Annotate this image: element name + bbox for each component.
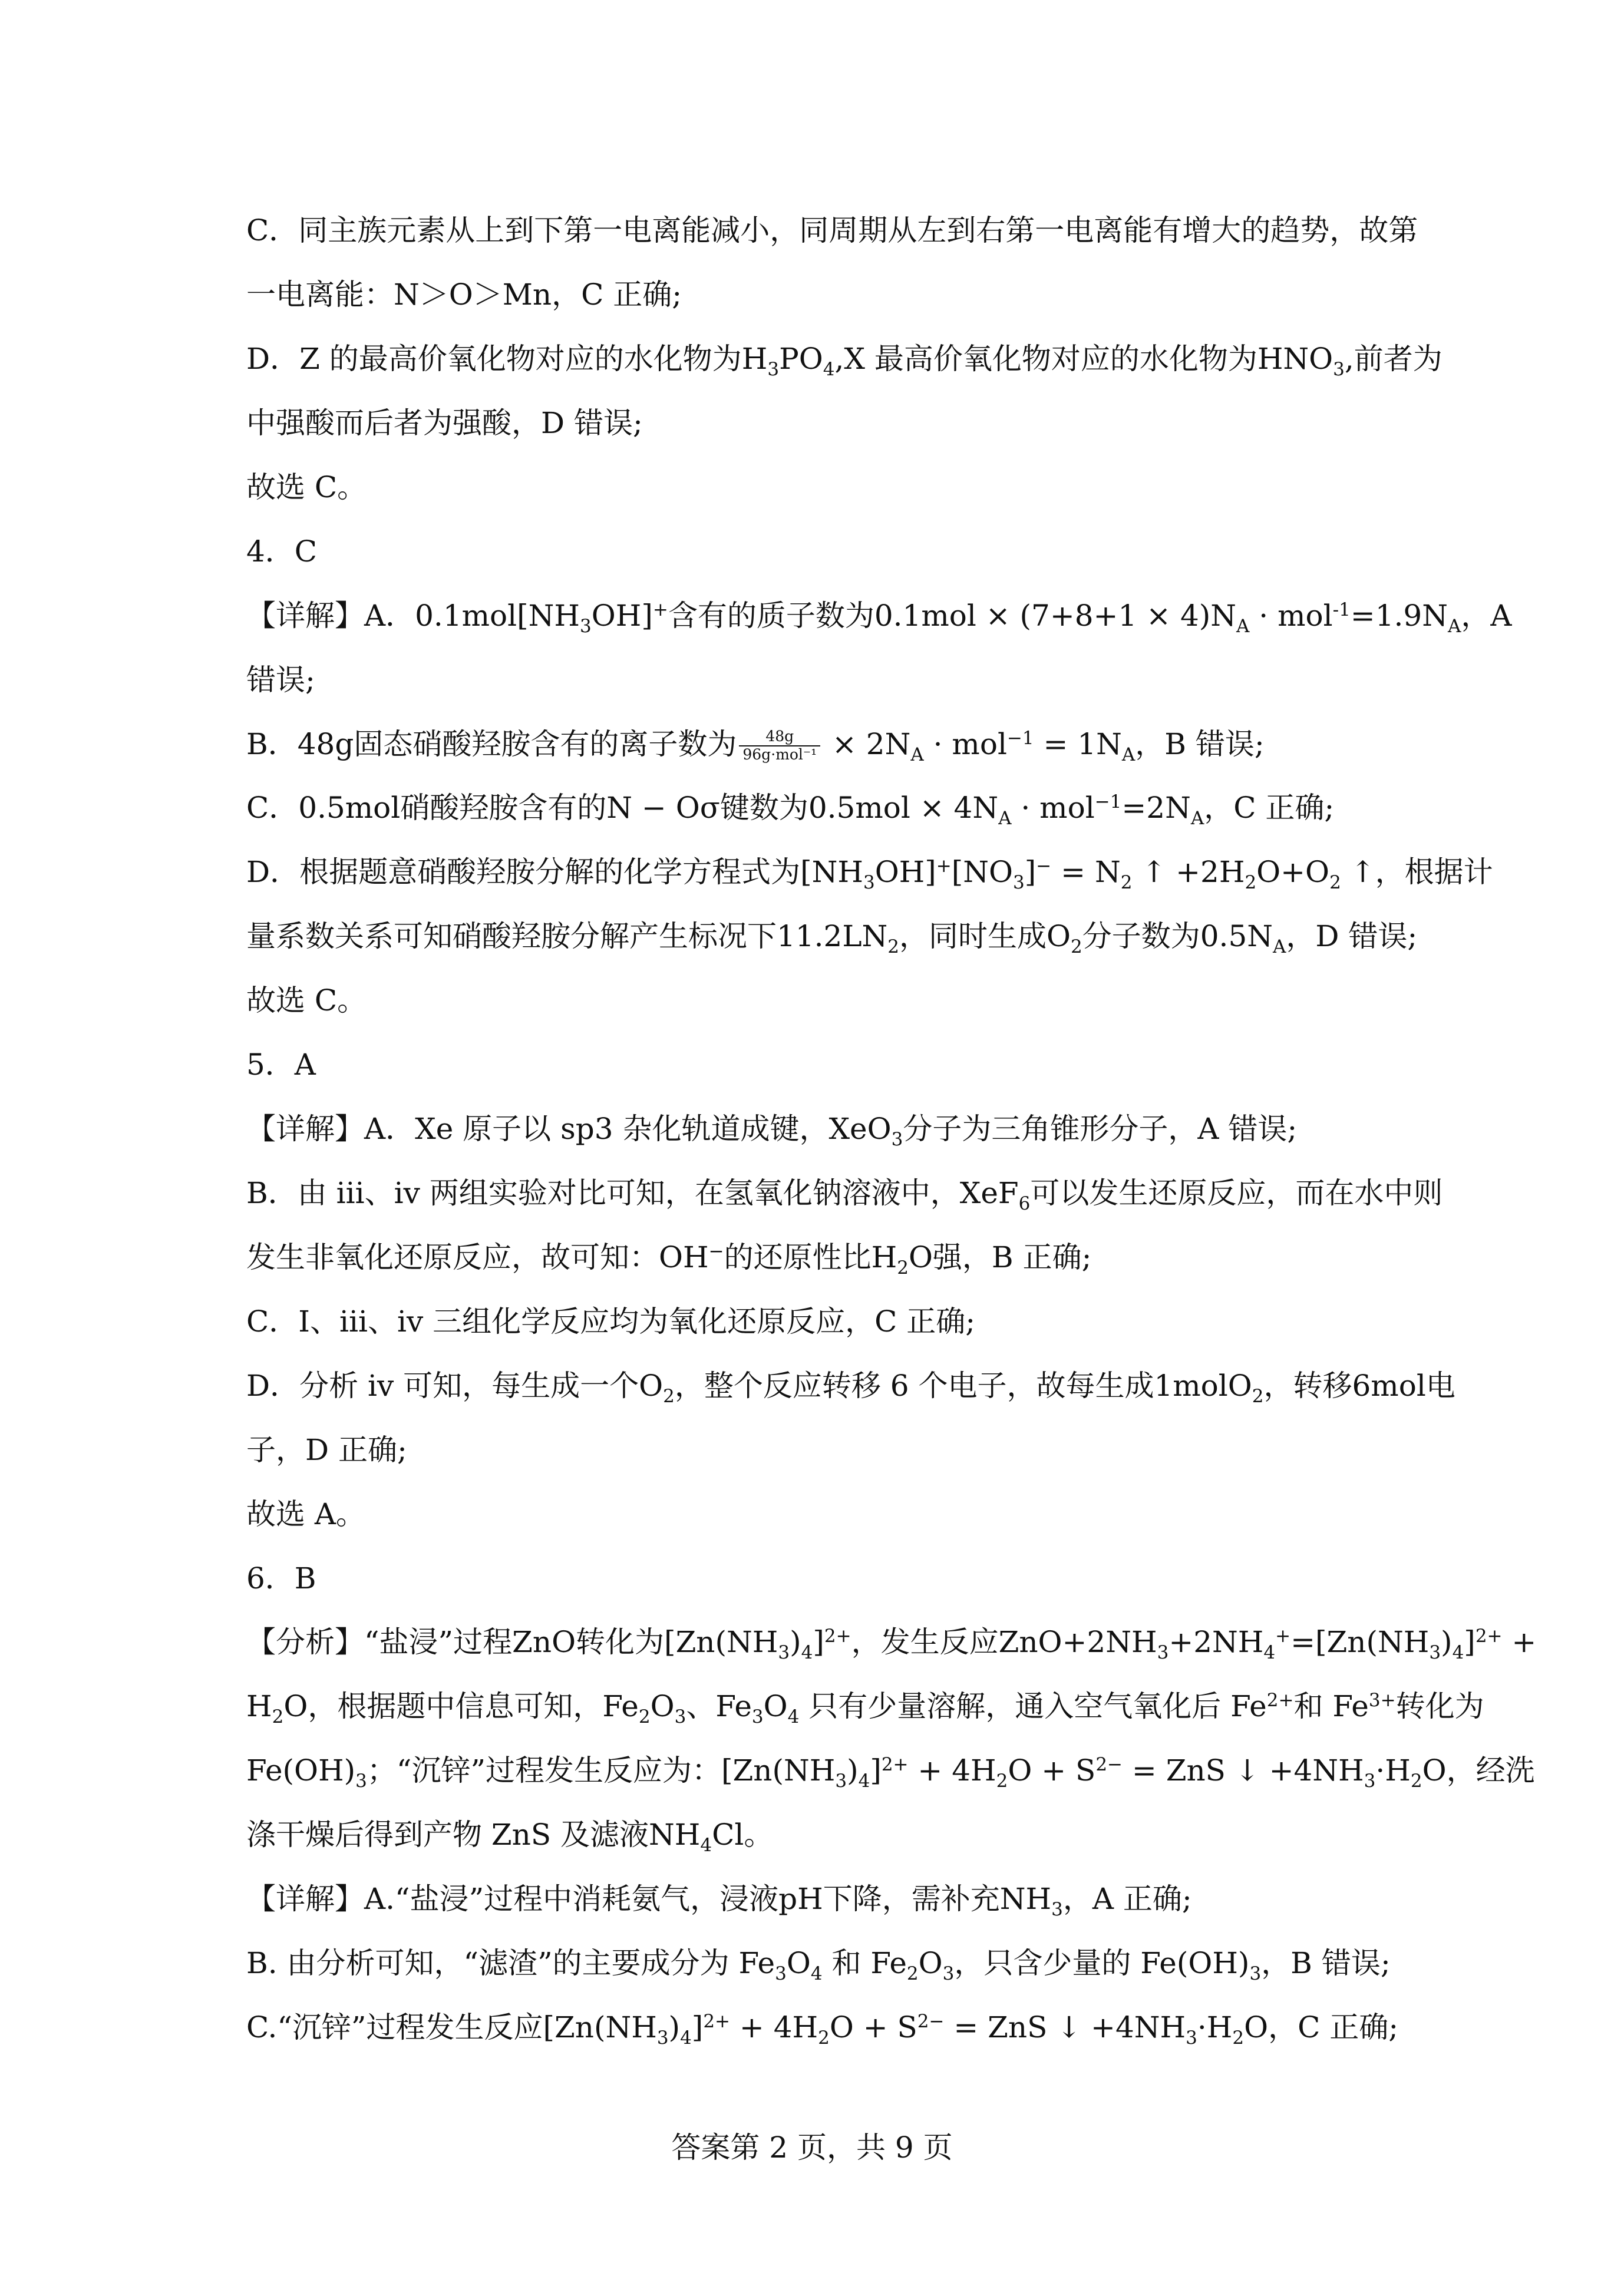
text-run: C．0.5mol硝酸羟胺含有的N − Oσ键数为0.5mol × 4N [246,791,999,825]
subscript: 3 [355,1770,367,1792]
text-run: + [1502,1625,1537,1659]
text-run: = ZnS ↓ +4NH [1123,1753,1364,1788]
text-run: ] [691,2010,704,2044]
subscript: 3 [1051,1898,1063,1920]
subscript: 2 [1252,1385,1264,1407]
subscript: 2 [887,936,900,957]
subscript: A [1190,807,1204,829]
text-line [246,1172,1443,1214]
text-line [246,1237,1401,1278]
subscript: 3 [775,1963,787,1984]
subscript: 3 [1249,1963,1262,1984]
text-run: 的还原性比H [724,1240,897,1274]
subscript: 4 [700,1834,712,1856]
text-run: ,前者为 [1344,342,1443,376]
text-line [246,980,1401,1021]
text-run: ·H [1197,2010,1233,2044]
text-line [246,1558,1401,1599]
text-line [246,1621,1537,1663]
subscript: 3 [580,615,592,637]
text-line [246,338,1443,380]
text-run: ，C 正确; [1204,791,1335,825]
subscript: A [1447,615,1461,637]
subscript: 4 [680,2027,692,2049]
subscript: 2 [906,1963,919,1984]
subscript: A [1236,615,1250,637]
text-run: ，整个反应转移 6 个电子，故每生成1molO [674,1369,1252,1403]
text-line [246,851,1493,893]
subscript: 2 [663,1385,675,1407]
text-run: B. 由分析可知，“滤渣”的主要成分为 Fe [246,1946,775,1980]
subscript: A [998,807,1012,829]
text-run: · mol [1011,791,1095,825]
subscript: 6 [1018,1192,1031,1214]
text-run: 转化为 [1395,1689,1484,1723]
text-run: · mol [1249,599,1333,633]
text-line [246,531,1401,572]
text-run: ，转移6mol电 [1263,1369,1455,1403]
subscript: 4 [810,1963,823,1984]
text-run: ，发生反应ZnO+2NH [851,1625,1157,1659]
text-run: ] [813,1625,824,1659]
subscript: 2 [638,1706,651,1727]
text-run: C.“沉锌”过程发生反应[Zn(NH [246,2010,657,2044]
text-run: ] [1024,855,1037,889]
text-run: O + S [829,2010,917,2044]
text-run: ，B 错误; [1135,727,1265,761]
subscript: A [1273,936,1286,957]
text-run: ) [668,2010,681,2044]
text-run: 分子数为0.5N [1082,919,1273,953]
text-line [246,402,1401,444]
superscript: − [1036,855,1052,877]
text-run: 一电离能：N＞O＞Mn，C 正确; [246,277,682,312]
fraction [739,728,820,764]
text-run: 错误; [246,663,315,697]
text-run: ] [1464,1625,1476,1659]
text-line [246,1301,1401,1342]
text-run: 故选 A。 [246,1497,366,1531]
text-run: O [650,1689,675,1723]
subscript: 2 [1120,871,1133,893]
subscript: 3 [942,1963,955,1984]
text-run: +2NH [1169,1625,1264,1659]
superscript: − [708,1240,724,1262]
text-line [246,1750,1535,1792]
text-run: 和 Fe [1293,1689,1369,1723]
text-run: = 1N [1034,727,1122,761]
text-run: O [918,1946,943,1980]
subscript: 3 [674,1706,686,1727]
superscript: 2+ [703,2010,731,2032]
text-run: ↑ +2H [1132,855,1245,889]
text-run: = ZnS ↓ +4NH [944,2010,1186,2044]
text-run: ,X 最高价氧化物对应的水化物为HNO [834,342,1333,376]
superscript: −1 [1094,791,1122,812]
text-run: =2N [1121,791,1191,825]
text-run: C．I、iii、iv 三组化学反应均为氧化还原反应，C 正确; [246,1304,976,1339]
text-line [246,787,1401,828]
subscript: 4 [801,1641,813,1663]
text-line [246,467,1401,508]
subscript: 2 [818,2027,830,2049]
superscript: −1 [1006,727,1034,749]
text-run: H [246,1689,272,1723]
text-line [246,1878,1401,1920]
text-run: 分子为三角锥形分子，A 错误; [903,1112,1298,1146]
text-run: =[Zn(NH [1290,1625,1430,1659]
text-run: · mol [923,727,1007,761]
text-run: 【详解】A.“盐浸”过程中消耗氨气，浸液pH下降，需补充NH [246,1882,1052,1916]
text-line [246,1686,1484,1727]
text-run: ，只含少量的 Fe(OH) [954,1946,1250,1980]
text-run: ) [847,1753,859,1788]
superscript: 2+ [824,1625,851,1647]
subscript: 3 [1364,1770,1376,1792]
text-line [246,274,1401,315]
text-run: O + S [1008,1753,1096,1788]
subscript: A [910,744,924,765]
text-run: ，A [1461,599,1512,633]
subscript: 2 [272,1706,284,1727]
text-run: 子，D 正确; [246,1433,407,1467]
text-line [246,210,1418,251]
text-run: Cl。 [712,1818,774,1852]
text-run: OH] [874,855,936,889]
text-run: B．48g固态硝酸羟胺含有的离子数为 [246,727,737,761]
subscript: 3 [1186,2027,1197,2049]
text-run: 可以发生还原反应，而在水中则 [1030,1176,1443,1210]
text-run: ，同时生成O [899,919,1071,953]
text-run: O+O [1256,855,1330,889]
text-run: OH] [591,599,653,633]
text-line [246,724,1401,765]
subscript: 3 [778,1641,790,1663]
text-line [246,659,1401,701]
text-line [246,1365,1455,1407]
text-run: PO [779,342,823,376]
fraction-denominator: 96g·mol⁻¹ [742,745,817,763]
superscript: 2+ [1475,1625,1503,1647]
text-line [246,1942,1401,1984]
superscript: 2− [1095,1753,1123,1775]
subscript: 4 [1263,1641,1276,1663]
text-run: 4．C [246,534,318,569]
text-run: O [763,1689,788,1723]
subscript: 3 [835,1770,847,1792]
text-run: 中强酸而后者为强酸，D 错误; [246,406,643,440]
subscript: 3 [1333,358,1345,380]
text-run: 【详解】A．0.1mol[NH [246,599,580,633]
text-run: D．分析 iv 可知，每生成一个O [246,1369,664,1403]
page-footer: 答案第 2 页，共 9 页 [671,2130,953,2165]
text-run: =1.9N [1350,599,1448,633]
subscript: 3 [1429,1641,1441,1663]
text-run: [NO [951,855,1014,889]
text-run: ，B 错误; [1261,1946,1391,1980]
superscript: + [936,855,952,877]
text-run: D．Z 的最高价氧化物对应的水化物为H [246,342,768,376]
subscript: 3 [863,871,875,893]
text-run: 量系数关系可知硝酸羟胺分解产生标况下11.2LN [246,919,888,953]
subscript: 4 [823,358,835,380]
text-run: ) [790,1625,801,1659]
text-run: ，A 正确; [1062,1882,1192,1916]
text-run: 故选 C。 [246,470,367,504]
text-run: ；“沉锌”过程发生反应为：[Zn(NH [367,1753,836,1788]
text-line [246,1044,1401,1085]
text-run: 和 Fe [822,1946,907,1980]
subscript: 2 [1329,871,1341,893]
subscript: 4 [1452,1641,1464,1663]
text-run: 、Fe [686,1689,752,1723]
text-line [246,1108,1401,1149]
subscript: 3 [656,2027,669,2049]
text-run: O [786,1946,811,1980]
text-line [246,1814,1401,1855]
text-run: O，经洗 [1422,1753,1535,1788]
text-run: 5．A [246,1048,316,1082]
subscript: 4 [858,1770,870,1792]
text-line [246,1429,1401,1471]
superscript: 3+ [1368,1689,1396,1711]
text-run: 只有少量溶解，通入空气氧化后 Fe [799,1689,1267,1723]
subscript: 2 [1410,1770,1422,1792]
subscript: 3 [767,358,780,380]
superscript: + [1275,1625,1291,1647]
subscript: 3 [1157,1641,1169,1663]
text-run: 发生非氧化还原反应，故可知：OH [246,1240,709,1274]
text-run: 【详解】A．Xe 原子以 sp3 杂化轨道成键，XeO [246,1112,892,1146]
text-run: ↑，根据计 [1341,855,1493,889]
text-run: D．根据题意硝酸羟胺分解的化学方程式为[NH [246,855,863,889]
subscript: 2 [996,1770,1008,1792]
subscript: 2 [1071,936,1082,957]
subscript: 4 [787,1706,800,1727]
text-line [246,595,1512,637]
superscript: 2− [917,2010,945,2032]
fraction-numerator: 48g [739,728,820,746]
subscript: 3 [1013,871,1025,893]
text-run: 6．B [246,1561,316,1595]
superscript: -1 [1332,599,1351,620]
text-run: = N [1051,855,1121,889]
text-run: ) [1441,1625,1453,1659]
text-run: 涤干燥后得到产物 ZnS 及滤液NH [246,1818,701,1852]
text-run: O强，B 正确; [908,1240,1092,1274]
superscript: + [652,599,668,620]
text-run: 含有的质子数为0.1mol × (7+8+1 × 4)N [668,599,1237,633]
text-run: Fe(OH) [246,1753,356,1788]
text-run: 故选 C。 [246,983,367,1017]
superscript: 2+ [881,1753,909,1775]
text-run: ·H [1375,1753,1411,1788]
text-run: O，根据题中信息可知，Fe [283,1689,639,1723]
subscript: 2 [897,1257,909,1279]
subscript: 2 [1232,2027,1245,2049]
text-run: B．由 iii、iv 两组实验对比可知，在氢氧化钠溶液中，XeF [246,1176,1019,1210]
text-run: × 2N [823,727,911,761]
text-run: + 4H [730,2010,818,2044]
superscript: 2+ [1266,1689,1294,1711]
text-run: ，D 错误; [1286,919,1418,953]
text-run: + 4H [908,1753,996,1788]
text-run: C．同主族元素从上到下第一电离能减小，同周期从左到右第一电离能有增大的趋势，故第 [246,213,1418,247]
text-run: ] [870,1753,882,1788]
text-run: O，C 正确; [1244,2010,1399,2044]
subscript: 3 [751,1706,764,1727]
text-line [246,2007,1401,2048]
subscript: A [1121,744,1136,765]
text-line [246,1494,1401,1535]
text-run: 【分析】“盐浸”过程ZnO转化为[Zn(NH [246,1625,778,1659]
subscript: 3 [891,1128,903,1150]
subscript: 2 [1245,871,1257,893]
text-line [246,916,1418,957]
